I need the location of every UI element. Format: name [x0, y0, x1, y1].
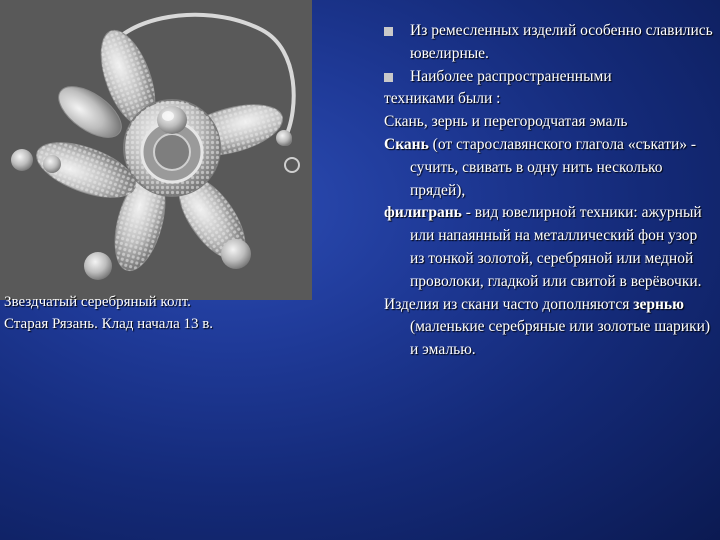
zern-paragraph: Изделия из скани часто дополняются зернью (маленькие серебряные или золотые шарики) и эмалью. — [384, 295, 711, 359]
kolt-photo — [0, 0, 312, 300]
bullet-item-1: Из ремесленных изделий особенно славились ювелирные. — [384, 20, 714, 66]
caption-line-2: Старая Рязань. Клад начала 13 в. — [4, 316, 214, 332]
techniques-line: техниками были : — [384, 90, 501, 108]
bullet-square-icon — [384, 27, 393, 36]
bullet-item-2: Наиболее распространенными — [384, 66, 714, 89]
slide-text — [384, 20, 714, 362]
filigran-term: филигрань — [384, 204, 462, 222]
caption-line-1: Звездчатый серебряный колт. — [4, 294, 191, 310]
techniques-list: Скань, зернь и перегородчатая эмаль — [384, 113, 628, 131]
kolt-illustration — [0, 0, 312, 300]
skan-definition: Скань (от старославянского глагола «съкати» - сучить, свивать в одну нить несколько прядей), — [384, 135, 697, 199]
filigran-definition: филигрань - вид ювелирной техники: ажурный или напаянный на металлический фон узор из тонкой золотой, серебряной или медной проволоки, гладкой или свитой в верёвочки. — [384, 204, 702, 290]
zern-term: зернью — [633, 295, 684, 313]
bullet-square-icon — [384, 73, 393, 82]
skan-term: Скань — [384, 135, 429, 153]
photo-caption — [4, 291, 304, 335]
